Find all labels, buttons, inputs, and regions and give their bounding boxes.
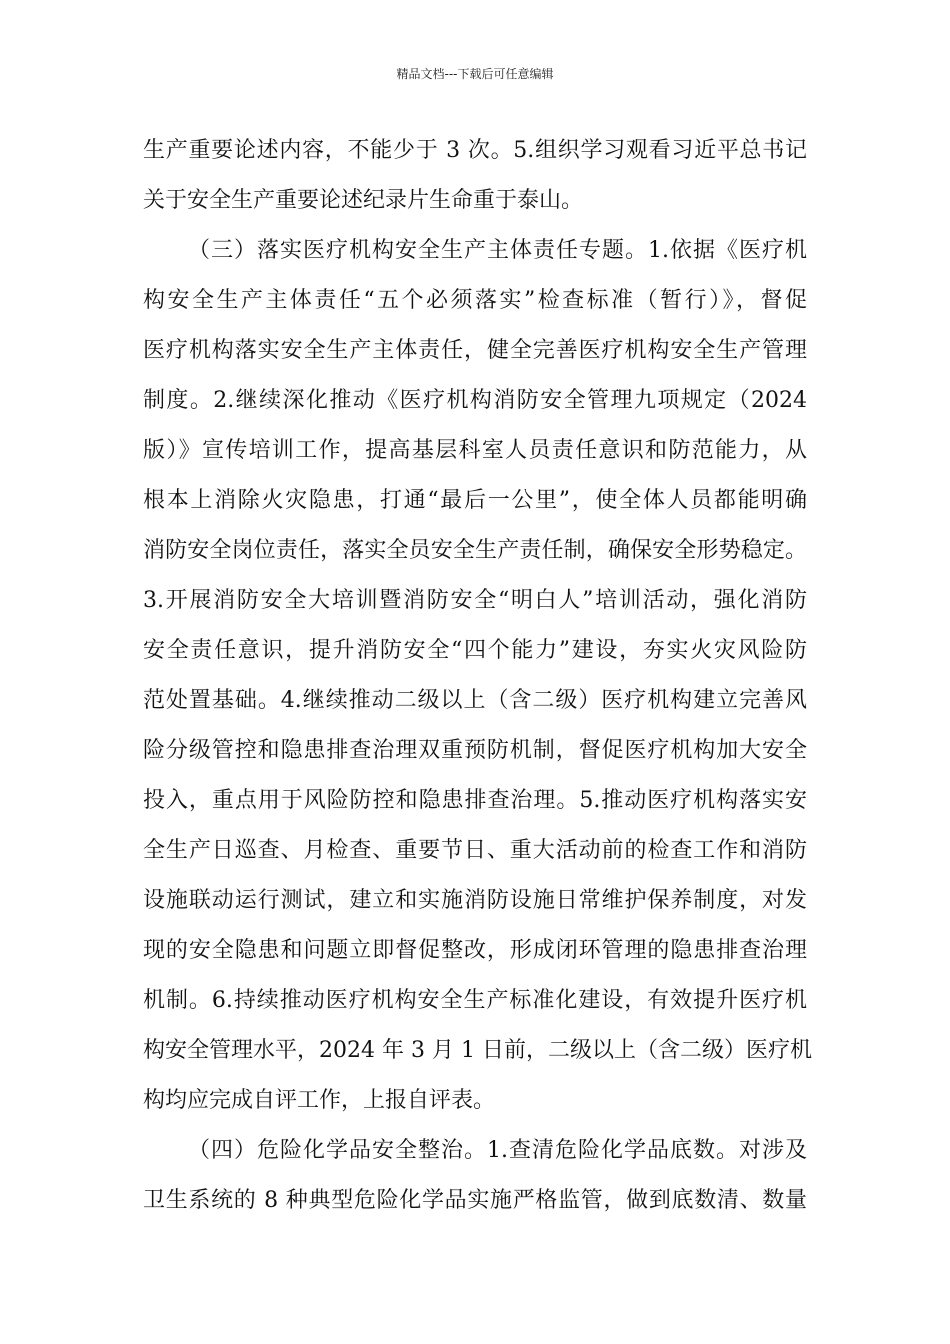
text-line: 根本上消除火灾隐患，打通“最后一公里”，使全体人员都能明确 (143, 488, 807, 513)
paragraph (143, 226, 812, 1126)
page-header: 精品文档---下载后可任意编辑 (396, 67, 554, 81)
text-line: 构安全管理水平，2024 年 3 月 1 日前，二级以上（含二级）医疗机 (143, 1038, 812, 1063)
document-body (143, 126, 812, 1226)
text-line: 安全责任意识，提升消防安全“四个能力”建设，夯实火灾风险防 (143, 638, 807, 663)
text-line: 现的安全隐患和问题立即督促整改，形成闭环管理的隐患排查治理 (143, 938, 807, 963)
text-line: 消防安全岗位责任，落实全员安全生产责任制，确保安全形势稳定。 (143, 538, 807, 563)
text-line: 版）》宣传培训工作，提高基层科室人员责任意识和防范能力，从 (143, 438, 807, 463)
text-line: 构均应完成自评工作，上报自评表。 (143, 1088, 496, 1113)
paragraph (143, 126, 807, 226)
text-line: 投入，重点用于风险防控和隐患排查治理。5.推动医疗机构落实安 (143, 788, 807, 813)
text-line: 机制。6.持续推动医疗机构安全生产标准化建设，有效提升医疗机 (143, 988, 807, 1013)
text-line: 全生产日巡查、月检查、重要节日、重大活动前的检查工作和消防 (143, 838, 807, 863)
text-line: 构安全生产主体责任“五个必须落实”检查标准（暂行）》，督促 (143, 288, 807, 313)
text-line: 医疗机构落实安全生产主体责任，健全完善医疗机构安全生产管理 (143, 338, 807, 363)
text-line: 设施联动运行测试，建立和实施消防设施日常维护保养制度，对发 (143, 888, 807, 913)
text-line: （四）危险化学品安全整治。1.查清危险化学品底数。对涉及 (188, 1138, 807, 1163)
text-line: 关于安全生产重要论述纪录片生命重于泰山。 (143, 188, 584, 213)
text-line: 制度。2.继续深化推动《医疗机构消防安全管理九项规定（2024 (143, 388, 807, 413)
text-line: 险分级管控和隐患排查治理双重预防机制，督促医疗机构加大安全 (143, 738, 807, 763)
text-line: 生产重要论述内容，不能少于 3 次。5.组织学习观看习近平总书记 (143, 138, 807, 163)
text-line: 卫生系统的 8 种典型危险化学品实施严格监管，做到底数清、数量 (143, 1188, 807, 1213)
paragraph (143, 1126, 807, 1226)
text-line: 范处置基础。4.继续推动二级以上（含二级）医疗机构建立完善风 (143, 688, 807, 713)
text-line: 3.开展消防安全大培训暨消防安全“明白人”培训活动，强化消防 (143, 588, 807, 613)
text-line: （三）落实医疗机构安全生产主体责任专题。1.依据《医疗机 (188, 238, 807, 263)
